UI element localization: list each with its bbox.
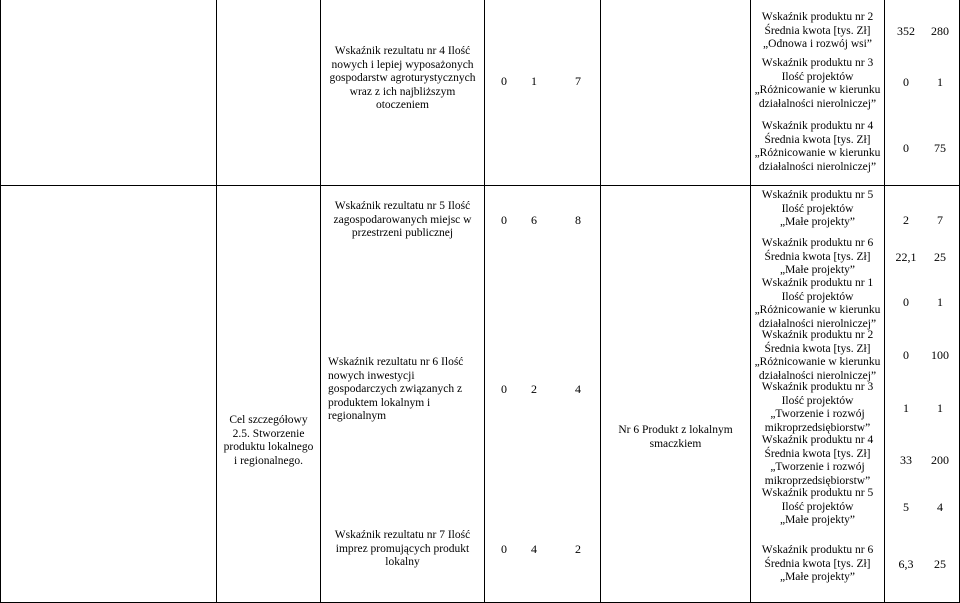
result-indicator-5: Wskaźnik rezultatu nr 5 Ilość zagospodarowanych miejsc w przestrzeni publicznej — [333, 200, 472, 240]
table-border-left — [0, 0, 1, 603]
column-divider-output-values — [884, 0, 885, 603]
output-indicator: Wskaźnik produktu nr 6 Średnia kwota [tys. Zł] „Małe projekty” — [761, 544, 874, 584]
result-6-value-2: 2 — [531, 382, 537, 396]
output-value-b: 1 — [937, 401, 943, 415]
output-value-a: 0 — [903, 348, 909, 362]
result-4-value-1: 0 — [501, 74, 507, 88]
output-indicator: Wskaźnik produktu nr 5 Ilość projektów „Małe projekty” — [761, 487, 874, 527]
output-indicator: Wskaźnik produktu nr 4 Średnia kwota [tys. Zł] „Tworzenie i rozwój mikroprzedsiębiorstw” — [761, 434, 874, 487]
output-value-b: 25 — [934, 557, 946, 571]
output-value-a: 0 — [903, 75, 909, 89]
output-value-a: 1 — [903, 401, 909, 415]
output-value-a: 5 — [903, 500, 909, 514]
output-value-b: 25 — [934, 250, 946, 264]
result-5-value-2: 6 — [531, 213, 537, 227]
output-value-b: 1 — [937, 295, 943, 309]
result-indicator-4: Wskaźnik rezultatu nr 4 Ilość nowych i lepiej wyposażonych gospodarstw agroturystycznych wraz z ich najbliższym otoczeniem — [329, 45, 476, 112]
output-indicator: Wskaźnik produktu nr 2 Średnia kwota [tys. Zł] „Odnowa i rozwój wsi” — [761, 11, 874, 51]
output-value-a: 22,1 — [895, 250, 917, 264]
result-indicator-7: Wskaźnik rezultatu nr 7 Ilość imprez promujących produkt lokalny — [334, 529, 471, 569]
result-6-value-3: 4 — [575, 382, 581, 396]
column-divider-product — [600, 0, 601, 603]
output-value-a: 0 — [903, 295, 909, 309]
output-value-b: 7 — [937, 213, 943, 227]
output-value-b: 200 — [931, 453, 949, 467]
result-7-value-2: 4 — [531, 542, 537, 556]
result-5-value-3: 8 — [575, 213, 581, 227]
output-indicator: Wskaźnik produktu nr 2 Średnia kwota [tys. Zł] „Różnicowanie w kierunku działalności nierolniczej” — [754, 329, 881, 382]
result-indicator-6: Wskaźnik rezultatu nr 6 Ilość nowych inwestycji gospodarczych związanych z produktem lokalnym i regionalnym — [328, 356, 464, 423]
output-indicator: Wskaźnik produktu nr 3 Ilość projektów „Tworzenie i rozwój mikroprzedsiębiorstw” — [761, 381, 874, 434]
output-indicator: Wskaźnik produktu nr 4 Średnia kwota [tys. Zł] „Różnicowanie w kierunku działalności nierolniczej” — [754, 120, 881, 173]
product-name: Nr 6 Produkt z lokalnym smaczkiem — [618, 424, 733, 450]
output-value-a: 0 — [903, 141, 909, 155]
output-value-b: 100 — [931, 348, 949, 362]
result-5-value-1: 0 — [501, 213, 507, 227]
output-value-a: 33 — [900, 453, 912, 467]
result-4-value-2: 1 — [531, 74, 537, 88]
row-divider-main — [0, 185, 960, 186]
output-value-b: 280 — [931, 24, 949, 38]
result-4-value-3: 7 — [575, 74, 581, 88]
specific-goal: Cel szczegółowy 2.5. Stworzenie produktu lokalnego i regionalnego. — [223, 414, 314, 467]
output-indicator: Wskaźnik produktu nr 3 Ilość projektów „Różnicowanie w kierunku działalności nierolniczej” — [754, 57, 881, 110]
column-divider-values — [484, 0, 485, 603]
output-indicator: Wskaźnik produktu nr 6 Średnia kwota [tys. Zł] „Małe projekty” — [761, 237, 874, 277]
result-7-value-3: 2 — [575, 542, 581, 556]
output-value-a: 352 — [897, 24, 915, 38]
output-value-b: 75 — [934, 141, 946, 155]
output-value-a: 2 — [903, 213, 909, 227]
output-value-a: 6,3 — [898, 557, 914, 571]
output-indicator: Wskaźnik produktu nr 1 Ilość projektów „Różnicowanie w kierunku działalności nierolniczej” — [754, 277, 881, 330]
output-value-b: 1 — [937, 75, 943, 89]
output-value-b: 4 — [937, 500, 943, 514]
result-6-value-1: 0 — [501, 382, 507, 396]
column-divider-goal — [216, 0, 217, 603]
output-indicator: Wskaźnik produktu nr 5 Ilość projektów „Małe projekty” — [761, 189, 874, 229]
result-7-value-1: 0 — [501, 542, 507, 556]
